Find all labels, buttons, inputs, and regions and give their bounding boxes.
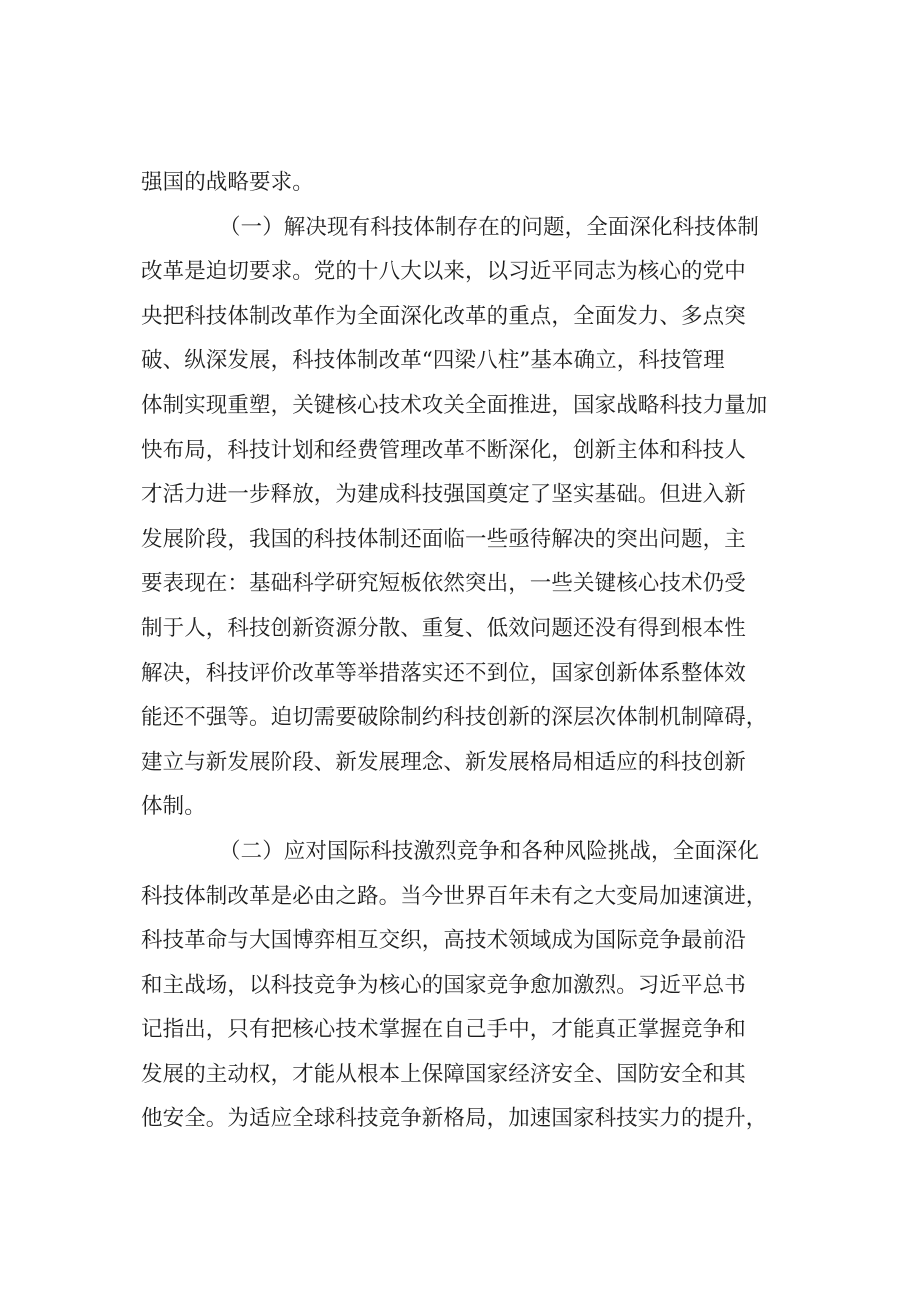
text-line: 发展阶段，我国的科技体制还面临一些亟待解决的突出问题，主: [141, 526, 746, 552]
text-line: 强国的战略要求。: [141, 170, 314, 195]
text-line: 能还不强等。迫切需要破除制约科技创新的深层次体制机制障碍，: [141, 705, 768, 731]
text-line: 快布局，科技计划和经费管理改革不断深化，创新主体和科技人: [141, 437, 746, 463]
text-line: 体制实现重塑，关键核心技术攻关全面推进，国家战略科技力量加: [141, 392, 768, 418]
text-line: 央把科技体制改革作为全面深化改革的重点，全面发力、多点突: [141, 303, 746, 329]
text-line: 他安全。为适应全球科技竞争新格局，加速国家科技实力的提升，: [141, 1106, 768, 1132]
text-line: 体制。: [141, 794, 206, 820]
paragraph-continuation: [141, 161, 799, 206]
paragraph-section-two: [141, 830, 799, 1142]
document-body: [141, 161, 799, 1142]
text-line: 改革是迫切要求。党的十八大以来，以习近平同志为核心的党中: [141, 259, 746, 285]
text-line: （二）应对国际科技激烈竞争和各种风险挑战，全面深化: [219, 838, 760, 864]
text-line: 制于人，科技创新资源分散、重复、低效问题还没有得到根本性: [141, 615, 746, 641]
text-line: 科技革命与大国博弈相互交织，高技术领域成为国际竞争最前沿: [141, 928, 746, 954]
text-line: 科技体制改革是必由之路。当今世界百年未有之大变局加速演进，: [141, 883, 768, 909]
text-line: 解决，科技评价改革等举措落实还不到位，国家创新体系整体效: [141, 660, 746, 686]
text-line: 建立与新发展阶段、新发展理念、新发展格局相适应的科技创新: [141, 749, 746, 775]
text-line: 才活力进一步释放，为建成科技强国奠定了坚实基础。但进入新: [141, 482, 746, 508]
text-line: 记指出，只有把核心技术掌握在自己手中，才能真正掌握竞争和: [141, 1017, 746, 1043]
text-line: 发展的主动权，才能从根本上保障国家经济安全、国防安全和其: [141, 1061, 746, 1087]
paragraph-section-one: [141, 206, 799, 830]
text-line: 破、纵深发展，科技体制改革“四梁八柱”基本确立，科技管理: [141, 348, 725, 374]
text-line: （一）解决现有科技体制存在的问题，全面深化科技体制: [219, 214, 760, 240]
text-line: 和主战场，以科技竞争为核心的国家竞争愈加激烈。习近平总书: [141, 972, 746, 998]
text-line: 要表现在：基础科学研究短板依然突出，一些关键核心技术仍受: [141, 571, 746, 597]
